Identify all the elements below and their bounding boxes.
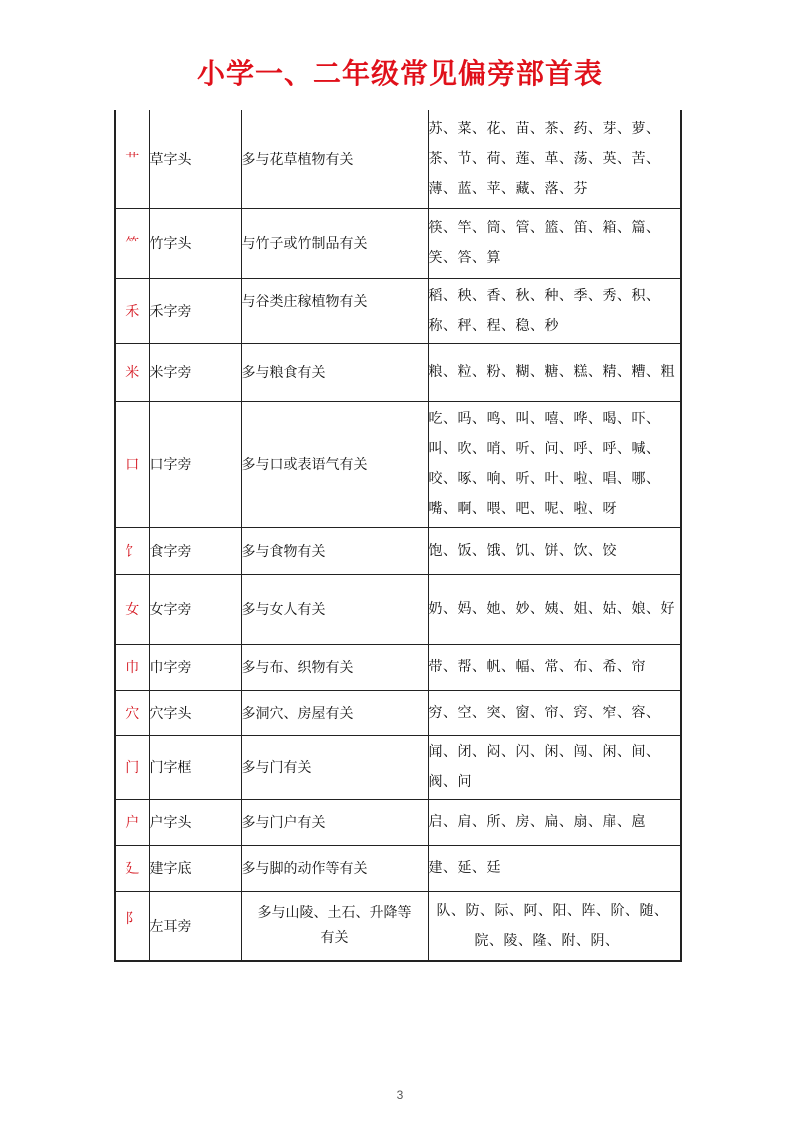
name-cell: 巾字旁 xyxy=(149,644,241,690)
table-row xyxy=(115,735,681,799)
table-row xyxy=(115,343,681,401)
table-row xyxy=(115,845,681,891)
name-cell: 户字头 xyxy=(149,799,241,845)
table-row xyxy=(115,208,681,278)
name-cell: 左耳旁 xyxy=(149,891,241,961)
meaning-cell: 多与花草植物有关 xyxy=(241,110,428,208)
radical-cell: 饣 xyxy=(115,527,149,574)
meaning-cell: 多与女人有关 xyxy=(241,574,428,644)
meaning-cell: 与竹子或竹制品有关 xyxy=(241,208,428,278)
meaning-cell: 多与脚的动作等有关 xyxy=(241,845,428,891)
name-cell: 门字框 xyxy=(149,735,241,799)
table-row xyxy=(115,644,681,690)
radical-cell: 艹 xyxy=(115,110,149,208)
radical-cell: 女 xyxy=(115,574,149,644)
name-cell: 草字头 xyxy=(149,110,241,208)
radical-cell: ⺮ xyxy=(115,208,149,278)
meaning-cell: 多洞穴、房屋有关 xyxy=(241,690,428,735)
radical-cell: 阝 xyxy=(115,891,149,961)
meaning-cell: 与谷类庄稼植物有关 xyxy=(241,278,428,343)
radical-cell: 禾 xyxy=(115,278,149,343)
radical-cell: 口 xyxy=(115,401,149,527)
chars-cell: 粮、粒、粉、糊、糖、糕、精、糟、粗 xyxy=(428,343,681,401)
chars-cell: 穷、空、突、窗、帘、窍、窄、容、 xyxy=(428,690,681,735)
radical-cell: 米 xyxy=(115,343,149,401)
chars-cell: 奶、妈、她、妙、姨、姐、姑、娘、好 xyxy=(428,574,681,644)
name-cell: 穴字头 xyxy=(149,690,241,735)
table-row xyxy=(115,527,681,574)
meaning-cell: 多与口或表语气有关 xyxy=(241,401,428,527)
chars-cell: 筷、竿、筒、管、篮、笛、箱、篇、笑、答、算 xyxy=(428,208,681,278)
chars-cell: 稻、秧、香、秋、种、季、秀、积、称、秤、程、稳、秒 xyxy=(428,278,681,343)
radical-cell: 门 xyxy=(115,735,149,799)
name-cell: 食字旁 xyxy=(149,527,241,574)
radical-cell: 户 xyxy=(115,799,149,845)
name-cell: 竹字头 xyxy=(149,208,241,278)
name-cell: 米字旁 xyxy=(149,343,241,401)
page-number: 3 xyxy=(396,1088,404,1102)
chars-cell: 苏、菜、花、苗、茶、药、芽、萝、茶、节、荷、莲、革、荡、英、苦、薄、蓝、苹、藏、落、芬 xyxy=(428,110,681,208)
meaning-line: 有关 xyxy=(320,929,349,946)
table-row xyxy=(115,574,681,644)
chars-cell: 建、延、廷 xyxy=(428,845,681,891)
table-row xyxy=(115,278,681,343)
meaning-cell: 多与布、织物有关 xyxy=(241,644,428,690)
name-cell: 女字旁 xyxy=(149,574,241,644)
meaning-cell: 多与粮食有关 xyxy=(241,343,428,401)
chars-line: 队、防、际、阿、阳、阵、阶、随、 xyxy=(436,902,669,919)
meaning-cell: 多与门有关 xyxy=(241,735,428,799)
meaning-cell: 多与门户有关 xyxy=(241,799,428,845)
table-row xyxy=(115,110,681,208)
table-row xyxy=(115,891,681,961)
meaning-cell: 多与食物有关 xyxy=(241,527,428,574)
chars-cell: 启、肩、所、房、扁、扇、扉、扈 xyxy=(428,799,681,845)
name-cell: 建字底 xyxy=(149,845,241,891)
meaning-line: 多与山陵、土石、升降等 xyxy=(257,904,412,921)
chars-cell: 闻、闭、闷、闪、闲、闯、闲、间、阀、问 xyxy=(428,735,681,799)
chars-line: 院、陵、隆、附、阴、 xyxy=(474,932,620,949)
chars-cell: 带、帮、帆、幅、常、布、希、帘 xyxy=(428,644,681,690)
page-title: 小学一、二年级常见偏旁部首表 xyxy=(196,57,603,90)
radical-cell: 巾 xyxy=(115,644,149,690)
chars-cell: 吃、吗、鸣、叫、嘻、哗、喝、吓、叫、吹、哨、听、问、呼、呼、喊、咬、啄、响、听、叶、啦、唱、哪、嘴、啊、喂、吧、呢、啦、呀 xyxy=(428,401,681,527)
meaning-cell xyxy=(241,891,428,961)
table-row xyxy=(115,799,681,845)
table-row xyxy=(115,690,681,735)
table-row xyxy=(115,401,681,527)
name-cell: 禾字旁 xyxy=(149,278,241,343)
radical-cell: 廴 xyxy=(115,845,149,891)
chars-cell: 饱、饭、饿、饥、饼、饮、饺 xyxy=(428,527,681,574)
radical-cell: 穴 xyxy=(115,690,149,735)
radical-table xyxy=(114,110,682,962)
name-cell: 口字旁 xyxy=(149,401,241,527)
chars-cell xyxy=(428,891,681,961)
